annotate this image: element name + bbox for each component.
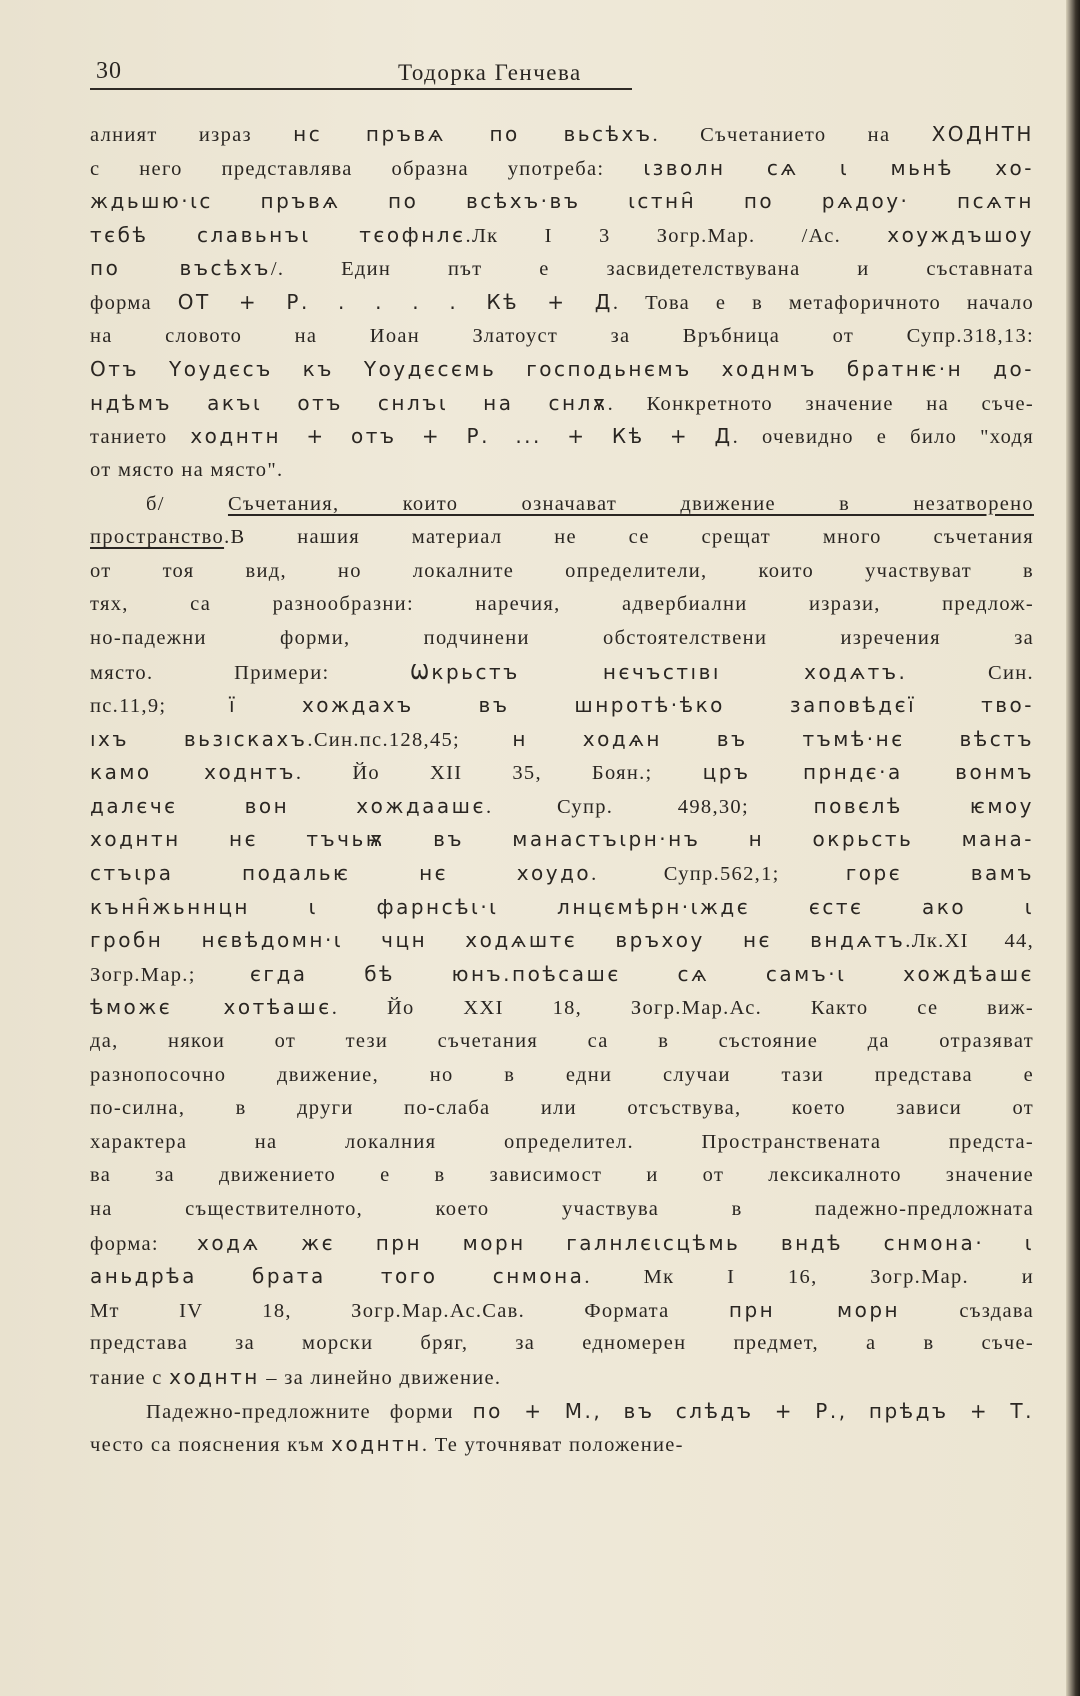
text-line	[90, 286, 1034, 320]
old-slavonic-quote: ходнтн нє тъчьѭ въ манастъιрн·нъ н окрьсть мана-	[90, 827, 1034, 852]
text-line	[90, 252, 1034, 286]
text-line	[90, 1092, 1034, 1126]
text-run: често са пояснения към	[90, 1434, 332, 1457]
text-line	[90, 1059, 1034, 1093]
text-line	[90, 857, 1034, 891]
old-slavonic-quote: стъιра подальѥ нє хоудо	[90, 861, 592, 886]
text-line	[90, 152, 1034, 186]
old-slavonic-quote: по + М., въ слѣдъ + Р., прѣдъ + Т.	[472, 1398, 1034, 1423]
text-run: . Супр.562,1;	[591, 863, 846, 886]
text-run: от място на място".	[90, 458, 284, 481]
text-line	[90, 185, 1034, 219]
text-line	[90, 689, 1034, 723]
old-slavonic-quote: єгда бѣ юнъ.поѣсашє сѧ самъ·ι хождѣашє	[249, 961, 1034, 986]
text-run: с него представлява образна употреба:	[90, 157, 644, 180]
text-run: характера на локалния определител. Пространствената предста-	[90, 1130, 1034, 1153]
text-run: . Това е в метафоричното начало	[612, 291, 1034, 314]
text-line	[90, 958, 1034, 992]
text-run: форма	[90, 291, 178, 314]
old-slavonic-quote: камо ходнтъ	[90, 760, 296, 785]
text-run: б/	[146, 492, 228, 515]
running-head: Тодорка Генчева	[398, 60, 582, 85]
old-slavonic-quote: далєчє вон хождаашє	[90, 793, 486, 818]
text-run: . Съчетанието на	[652, 124, 932, 146]
text-line	[90, 387, 1034, 421]
text-run: Падежно-предложните форми	[146, 1400, 473, 1423]
page-header	[90, 58, 632, 90]
old-slavonic-quote: нс пръвѧ по вьсѣхъ	[293, 122, 653, 146]
underlined-heading: пространство	[90, 526, 225, 549]
text-run: . Супр. 498,30;	[485, 795, 814, 818]
text-run: танието	[90, 426, 191, 449]
text-run: създава	[900, 1299, 1034, 1322]
text-line	[90, 219, 1034, 253]
old-slavonic-quote: ѣможє хотѣашє	[90, 995, 332, 1020]
text-run: представа за морски бряг, за едномерен предмет, а в съче-	[90, 1332, 1034, 1355]
text-run: Син.	[907, 661, 1034, 684]
text-line	[90, 353, 1034, 387]
text-line	[90, 521, 1034, 555]
text-run: тях, са разнообразни: наречия, адвербиални изрази, предлож-	[90, 593, 1034, 616]
old-slavonic-quote: тєбѣ славьнъι тєофнлє	[90, 222, 466, 247]
old-slavonic-quote: ходнтн	[169, 1364, 260, 1389]
old-slavonic-quote: ıхъ вьзıскахъ	[90, 726, 308, 751]
old-slavonic-quote: ιзволн сѧ ι мьнѣ хо-	[643, 155, 1034, 180]
text-run: но-падежни форми, подчинени обстоятелствени изречения за	[90, 626, 1034, 649]
text-line	[90, 790, 1034, 824]
old-slavonic-quote: цръ прндє·а вонмъ	[702, 760, 1034, 785]
text-line	[90, 991, 1034, 1025]
text-line	[90, 1428, 1034, 1462]
text-line	[90, 488, 1034, 522]
text-line	[90, 454, 1034, 488]
text-line	[90, 1327, 1034, 1361]
text-line	[90, 823, 1034, 857]
text-run: .Лк.XI 44,	[905, 930, 1034, 953]
text-line	[90, 555, 1034, 589]
text-run: разнопосочно движение, но в едни случаи тази представа е	[90, 1063, 1034, 1086]
old-slavonic-quote: повєлѣ ѥмоу	[813, 793, 1034, 818]
old-slavonic-quote: прн морн	[728, 1297, 901, 1322]
text-run: .Син.пс.128,45;	[307, 728, 513, 751]
old-slavonic-quote: Ѡкрьстъ нєчъстıвı ходѧтъ.	[410, 659, 908, 684]
old-slavonic-quote: по въсѣхъ	[90, 256, 271, 281]
text-line	[90, 622, 1034, 656]
old-slavonic-quote: Отъ Үоудєсъ къ Үоудєсємь господьнємъ ходнмъ братнѥ·н до-	[90, 357, 1034, 382]
text-run: /. Един път е засвидетелствувана и съставната	[270, 258, 1034, 281]
text-line	[90, 756, 1034, 790]
old-slavonic-quote: ї хождахъ въ шнротѣ·ѣко заповѣдєї тво-	[228, 693, 1034, 718]
text-run: . Мк I 16, Зогр.Мар. и	[584, 1266, 1034, 1289]
text-line	[90, 1193, 1034, 1227]
text-line	[90, 656, 1034, 690]
old-slavonic-quote: ндѣмъ акъι отъ снлъι на снлѫ	[90, 390, 608, 415]
text-line	[90, 1126, 1034, 1160]
text-run: . Йо XII 35, Боян.;	[295, 762, 703, 785]
text-run: . Конкретното значение на съче-	[607, 392, 1034, 415]
text-line	[90, 1260, 1034, 1294]
old-slavonic-quote: н ходѧн въ тъмѣ·нє вѣстъ	[512, 726, 1034, 751]
text-run: на съществителното, което участвува в падежно-предложната	[90, 1198, 1034, 1220]
old-slavonic-quote: ходнтн + отъ + Р. ... + Кѣ + Д	[190, 424, 733, 449]
text-line	[90, 1227, 1034, 1261]
text-run: . Йо XXI 18, Зогр.Мар.Ас. Както се виж-	[331, 997, 1034, 1020]
text-run: да, някои от тези съчетания са в състояние да отразяват	[90, 1030, 1034, 1053]
body-text	[90, 118, 1034, 1462]
text-line	[90, 1361, 1034, 1395]
text-line	[90, 1294, 1034, 1328]
text-line	[90, 320, 1034, 354]
old-slavonic-quote: гробн нєвѣдомн·ι чцн ходѧштє връхоу нє вндѧтъ	[90, 928, 906, 953]
page-edge-shadow	[1066, 0, 1080, 1696]
text-line	[90, 891, 1034, 925]
text-line	[90, 420, 1034, 454]
text-run: .В нашия материал не се срещат много съчетания	[224, 526, 1034, 549]
text-run: място. Примери:	[90, 661, 411, 684]
text-line	[90, 1395, 1034, 1429]
old-slavonic-quote: ждьшю·ιс пръвѧ по всѣхъ·въ ιстнн҄ по рѧдоу· псѧтн	[90, 189, 1034, 214]
text-run: Мт IV 18, Зогр.Мар.Ас.Сав. Формата	[90, 1299, 729, 1322]
text-run: пс.11,9;	[90, 695, 229, 718]
text-run: по-силна, в други по-слаба или отсъствува, което зависи от	[90, 1097, 1034, 1120]
text-run: форма:	[90, 1232, 198, 1255]
text-run: – за линейно движение.	[259, 1366, 502, 1389]
old-slavonic-quote: кънн҄жьннцн ι фарнсѣι·ι лнцємѣрн·ιждє єстє ако ι	[90, 894, 1034, 919]
text-line	[90, 118, 1034, 152]
text-line	[90, 723, 1034, 757]
old-slavonic-quote: хоуждъшоу	[887, 222, 1034, 247]
text-run: Зогр.Мар.;	[90, 963, 250, 986]
text-run: алният израз	[90, 124, 294, 146]
old-slavonic-quote: ХОДНТН	[931, 122, 1034, 146]
old-slavonic-quote: аньдрѣа брата того снмона	[90, 1264, 585, 1289]
old-slavonic-quote: ОТ + Р. . . . . Кѣ + Д	[177, 289, 613, 314]
text-line	[90, 924, 1034, 958]
text-run: . очевидно е било "ходя	[732, 426, 1034, 449]
old-slavonic-quote: горє вамъ	[845, 861, 1034, 886]
old-slavonic-quote: ходѧ жє прн морн галнлєιсцѣмь вндѣ снмона· ι	[197, 1230, 1034, 1255]
text-line	[90, 1025, 1034, 1059]
text-run: ва за движението е в зависимост и от лексикалното значение	[90, 1164, 1034, 1187]
text-run: .Лк I 3 Зогр.Мар. /Ас.	[465, 224, 888, 247]
old-slavonic-quote: ходнтн	[331, 1432, 422, 1457]
text-run: . Те уточняват положение-	[421, 1434, 684, 1457]
text-run: тание с	[90, 1366, 170, 1389]
text-line	[90, 588, 1034, 622]
text-run: от тоя вид, но локалните определители, които участвуват в	[90, 559, 1034, 582]
page-number: 30	[96, 58, 122, 84]
text-line	[90, 1159, 1034, 1193]
underlined-heading: Съчетания, които означават движение в незатворено	[227, 492, 1034, 515]
text-run: на словото на Иоан Златоуст за Връбница от Супр.318,13:	[90, 324, 1034, 347]
